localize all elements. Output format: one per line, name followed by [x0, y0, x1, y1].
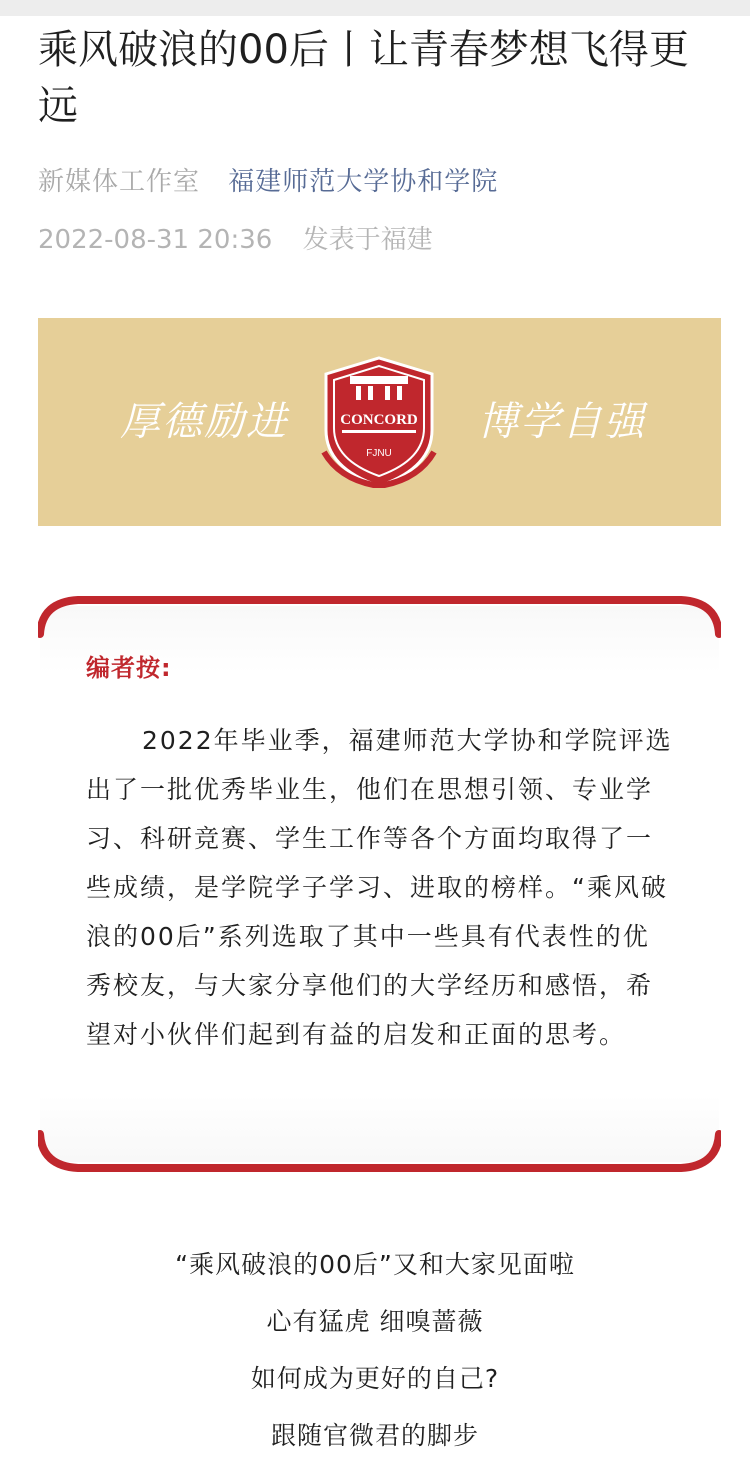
crest-text-top: CONCORD: [340, 412, 418, 428]
publish-info: [38, 220, 433, 260]
intro-line-1: “乘风破浪的00后”又和大家见面啦: [175, 1250, 575, 1279]
editor-note-card: [38, 596, 721, 1172]
crest-text-bottom: FJNU: [366, 448, 392, 459]
motto-right: 博学自强: [478, 399, 646, 445]
intro-line-2: 心有猛虎 细嗅蔷薇: [266, 1307, 484, 1336]
intro-line-3: 如何成为更好的自己?: [250, 1364, 500, 1393]
editor-note-body: 2022年毕业季，福建师范大学协和学院评选出了一批优秀毕业生，他们在思想引领、专业学习、科研竞赛、学生工作等各个方面均取得了一些成绩，是学院学子学习、进取的榜样。“乘风破浪的00后”系列选取了其中一些具有代表性的优秀校友，与大家分享他们的大学经历和感悟，希望对小伙伴们起到有益的启发和正面的思考。: [86, 726, 673, 1049]
article-meta: [38, 162, 498, 202]
account-name-link[interactable]: 福建师范大学协和学院: [228, 167, 499, 197]
college-banner-image[interactable]: [38, 318, 721, 526]
author-name: 新媒体工作室: [38, 167, 201, 197]
motto-left: 厚德励进: [120, 399, 288, 445]
intro-text-block: [0, 1236, 750, 1464]
publish-time: 2022-08-31 20:36: [38, 225, 273, 255]
top-strip: [0, 0, 750, 16]
article-title: 乘风破浪的00后丨让青春梦想飞得更远: [38, 27, 689, 129]
intro-line-4: 跟随官微君的脚步: [270, 1421, 479, 1450]
editor-note-heading: 编者按:: [86, 654, 172, 682]
publish-location: 发表于福建: [302, 225, 433, 255]
college-crest-icon: [320, 356, 438, 488]
